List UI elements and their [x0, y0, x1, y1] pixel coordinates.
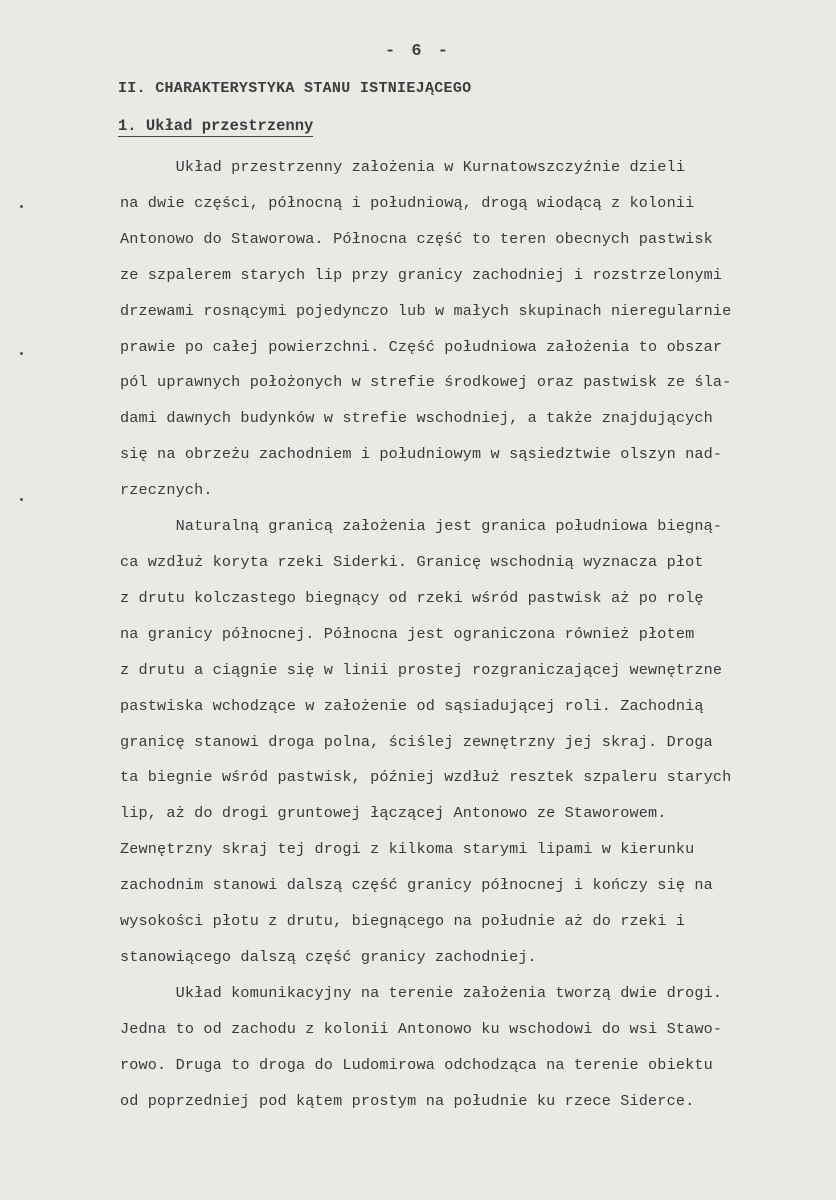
text-line: pastwiska wchodzące w założenie od sąsiadującej roli. Zachodnią [120, 696, 704, 715]
text-line: Naturalną granicą założenia jest granica południowa biegną- [120, 517, 723, 536]
paragraph [120, 509, 820, 976]
text-line: zachodnim stanowi dalszą część granicy północnej i kończy się na [120, 876, 713, 895]
text-line: na granicy północnej. Północna jest ograniczona również płotem [120, 624, 695, 643]
margin-dot-mark [20, 352, 23, 355]
body-text [120, 150, 820, 1119]
paragraph [120, 150, 820, 509]
text-line: stanowiącego dalszą część granicy zachodniej. [120, 947, 537, 966]
margin-dot-mark [20, 498, 23, 501]
text-line: rowo. Druga to droga do Ludomirowa odchodząca na terenie obiektu [120, 1055, 713, 1074]
text-line: ta biegnie wśród pastwisk, później wzdłuż resztek szpaleru starych [120, 768, 732, 787]
margin-dot-mark [20, 205, 23, 208]
text-line: drzewami rosnącymi pojedynczo lub w małych skupinach nieregularnie [120, 301, 732, 320]
text-line: dami dawnych budynków w strefie wschodniej, a także znajdujących [120, 409, 713, 428]
text-line: Jedna to od zachodu z kolonii Antonowo ku wschodowi do wsi Stawo- [120, 1019, 723, 1038]
text-line: od poprzedniej pod kątem prostym na południe ku rzece Siderce. [120, 1091, 695, 1110]
text-line: granicę stanowi droga polna, ściślej zewnętrzny jej skraj. Droga [120, 732, 713, 751]
text-line: pól uprawnych położonych w strefie środkowej oraz pastwisk ze śla- [120, 373, 732, 392]
text-line: ca wzdłuż koryta rzeki Siderki. Granicę wschodnią wyznacza płot [120, 552, 704, 571]
text-line: się na obrzeżu zachodniem i południowym w sąsiedztwie olszyn nad- [120, 445, 723, 464]
text-line: lip, aż do drogi gruntowej łączącej Antonowo ze Staworowem. [120, 804, 667, 823]
page-number: - 6 - [384, 42, 451, 61]
text-line: wysokości płotu z drutu, biegnącego na południe aż do rzeki i [120, 912, 686, 931]
text-line: Układ przestrzenny założenia w Kurnatowszczyźnie dzieli [120, 158, 686, 176]
section-heading: II. CHARAKTERYSTYKA STANU ISTNIEJĄCEGO [118, 80, 472, 97]
text-line: z drutu a ciągnie się w linii prostej rozgraniczającej wewnętrzne [120, 660, 723, 679]
text-line: Zewnętrzny skraj tej drogi z kilkoma starymi lipami w kierunku [120, 840, 695, 859]
subsection-heading: 1. Układ przestrzenny [118, 117, 314, 135]
text-line: z drutu kolczastego biegnący od rzeki wśród pastwisk aż po rolę [120, 588, 704, 607]
text-line: rzecznych. [120, 481, 213, 500]
text-line: na dwie części, północną i południową, drogą wiodącą z kolonii [120, 193, 695, 212]
text-line: prawie po całej powierzchni. Część południowa założenia to obszar [120, 337, 723, 356]
text-line: Antonowo do Staworowa. Północna część to teren obecnych pastwisk [120, 229, 713, 248]
text-line: ze szpalerem starych lip przy granicy zachodniej i rozstrzelonymi [120, 265, 723, 284]
text-line: Układ komunikacyjny na terenie założenia tworzą dwie drogi. [120, 983, 723, 1002]
paragraph [120, 976, 820, 1120]
